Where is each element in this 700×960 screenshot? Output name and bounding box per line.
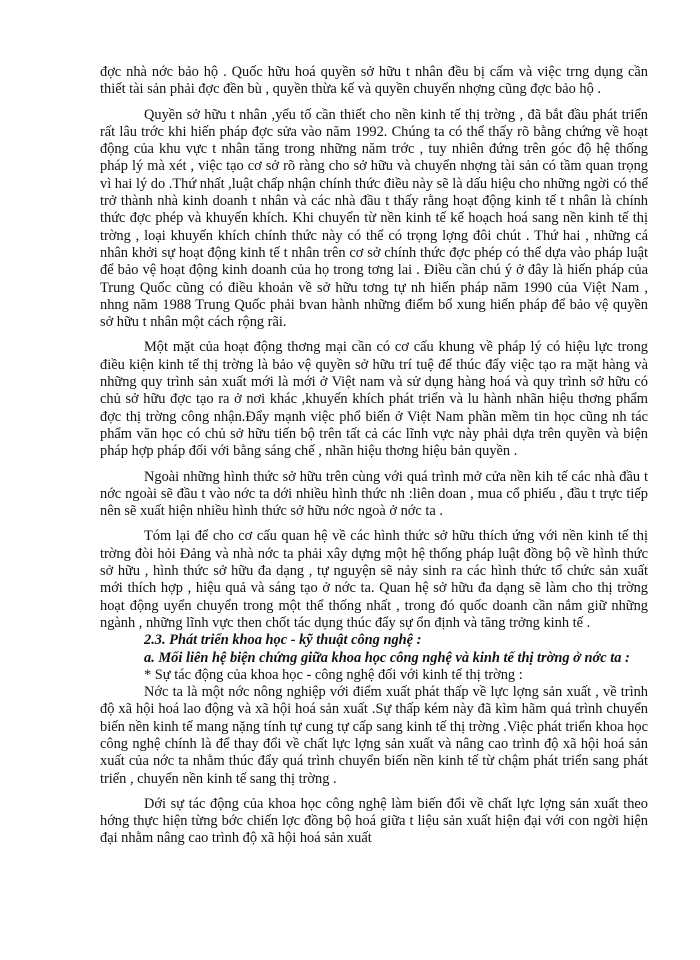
section-heading: 2.3. Phát triển khoa học - kỹ thuật công nghệ :	[144, 632, 422, 649]
document-page	[100, 64, 648, 848]
subsection-heading: a. Mối liên hệ biện chứng giữa khoa học công nghệ và kinh tế thị trờng ở nớc ta :	[144, 649, 630, 666]
bullet-heading: * Sự tác động của khoa học - công nghệ đối với kinh tế thị trờng :	[144, 666, 523, 683]
paragraph-5: Tóm lại để cho cơ cấu quan hệ về các hình thức sở hữu thích ứng với nền kinh tế thị trờng đòi hỏi Đảng và nhà nớc ta phải xây dựng một hệ thống pháp luật đồng bộ về hình thức sở hữu , hình thức sở hữu đa dạng , tự nguyện sẽ nảy sinh ra các hình thức tổ chức sản xuất mới thích hợp , hiệu quả và sáng tạo ở nớc ta. Quan hệ sở hữu đa dạng sẽ làm cho thị trờng hoạt động uyển chuyển trong một thể thống nhất , trong đó quốc doanh cần nắm giữ những ngành , những lĩnh vực then chốt tác dụng thúc đẩy sự ổn định và tăng trởng kinh tế .	[100, 528, 648, 631]
paragraph-1: đợc nhà nớc bảo hộ . Quốc hữu hoá quyền sở hữu t nhân đều bị cấm và việc trng dụng cần thiết tài sản phải đợc đền bù , quyền thừa kế và quyền chuyển nhợng cũng đợc bảo hộ .	[100, 64, 648, 98]
paragraph-3: Một mặt của hoạt động thơng mại cần có cơ cấu khung về pháp lý có hiệu lực trong điều kiện kinh tế thị trờng là bảo vệ quyền sở hữu trí tuệ để thúc đẩy việc tạo ra mặt hàng và những quy trình sản xuất mới là mới ở Việt nam và sử dụng hàng hoá và quy trình sở hữu có chủ sở hữu đợc tạo ra ở nơi khác ,khuyến khích phát triển và lu hành nhãn hiệu thơng phẩm đợc thị trờng công nhận.Đẩy mạnh việc phổ biến ở Việt Nam phần mềm tin học cũng nh tác phẩm văn học có chủ sở hữu tiến bộ trên tất cả các lĩnh vực này phải dựa trên quyền và biện pháp hợp pháp đối với bằng sáng chế , nhãn hiệu thơng hiệu bản quyền .	[100, 339, 648, 460]
paragraph-6: Nớc ta là một nớc nông nghiệp với điểm xuất phát thấp về lực lợng sản xuất , về trình độ xã hội hoá lao động và xã hội hoá sản xuất .Sự thấp kém này đã kìm hãm quá trình chuyển biến nền kinh tế mang nặng tính tự cung tự cấp sang kinh tế thị trờng .Việc phát triển khoa học công nghệ chính là để thay đổi về chất lực lợng sản xuất và nâng cao trình độ xã hội hoá sản xuất của nớc ta nhằm thúc đẩy quá trình chuyển biến nền kinh tế từ chậm phát triển sang phát triển , chuyển nền kinh tế sang thị trờng .	[100, 684, 648, 787]
paragraph-2: Quyền sở hữu t nhân ,yếu tố cần thiết cho nền kinh tế thị trờng , đã bắt đầu phát triển rất lâu trớc khi hiến pháp đợc sửa vào năm 1992. Chúng ta có thể thấy rõ bằng chứng về hoạt động của khu vực t nhân tăng trong những năm trớc , tuy nhiên đứng trên góc độ hệ thống pháp lý mà xét , việc tạo cơ sở rõ ràng cho sở hữu và chuyển nhợng tài sản có tầm quan trọng vì hai lý do .Thứ nhất ,luật chấp nhận chính thức điều này sẽ là dấu hiệu cho những ngời có thể trở thành nhà kinh doanh t nhân và các nhà đầu t thấy rằng hoạt động kinh tế t nhân là chính thức đợc phép và khuyến khích. Khi chuyển từ nền kinh tế kế hoạch hoá sang nền kinh tế thị trờng , loại khuyến khích chính thức này có thể có trọng lợng đôi chút . Thứ hai , những cá nhân khởi sự hoạt động kinh tế t nhân trên cơ sở chính thức đợc phép có thể dựa vào pháp luật để bảo vệ hoạt động kinh doanh của họ trong tơng lai . Điều cần chú ý ở đây là hiến pháp của Trung Quốc cũng có điều khoản về sở hữu tơng tự nh hiến pháp năm 1990 của Việt Nam , nhng năm 1988 Trung Quốc phải bvan hành những điểm bổ xung hiến pháp để bảo vệ quyền sở hữu t nhân một cách rộng rãi.	[100, 106, 648, 331]
paragraph-7: Dới sự tác động của khoa học công nghệ làm biến đổi về chất lực lợng sản xuất theo hớng thực hiện từng bớc chiến lợc đồng bộ hoá giữa t liệu sản xuất hiện đại với con ngời hiện đại nhằm nâng cao trình độ xã hội hoá sản xuất	[100, 795, 648, 847]
paragraph-4: Ngoài những hình thức sở hữu trên cùng với quá trình mở cửa nền kih tế các nhà đầu t nớc ngoài sẽ đầu t vào nớc ta dới nhiều hình thức nh :liên doan , mua cổ phiếu , đầu t trực tiếp nên sẽ xuất hiện nhiều hình thức sở hữu nớc ngoà ở nớc ta .	[100, 468, 648, 520]
